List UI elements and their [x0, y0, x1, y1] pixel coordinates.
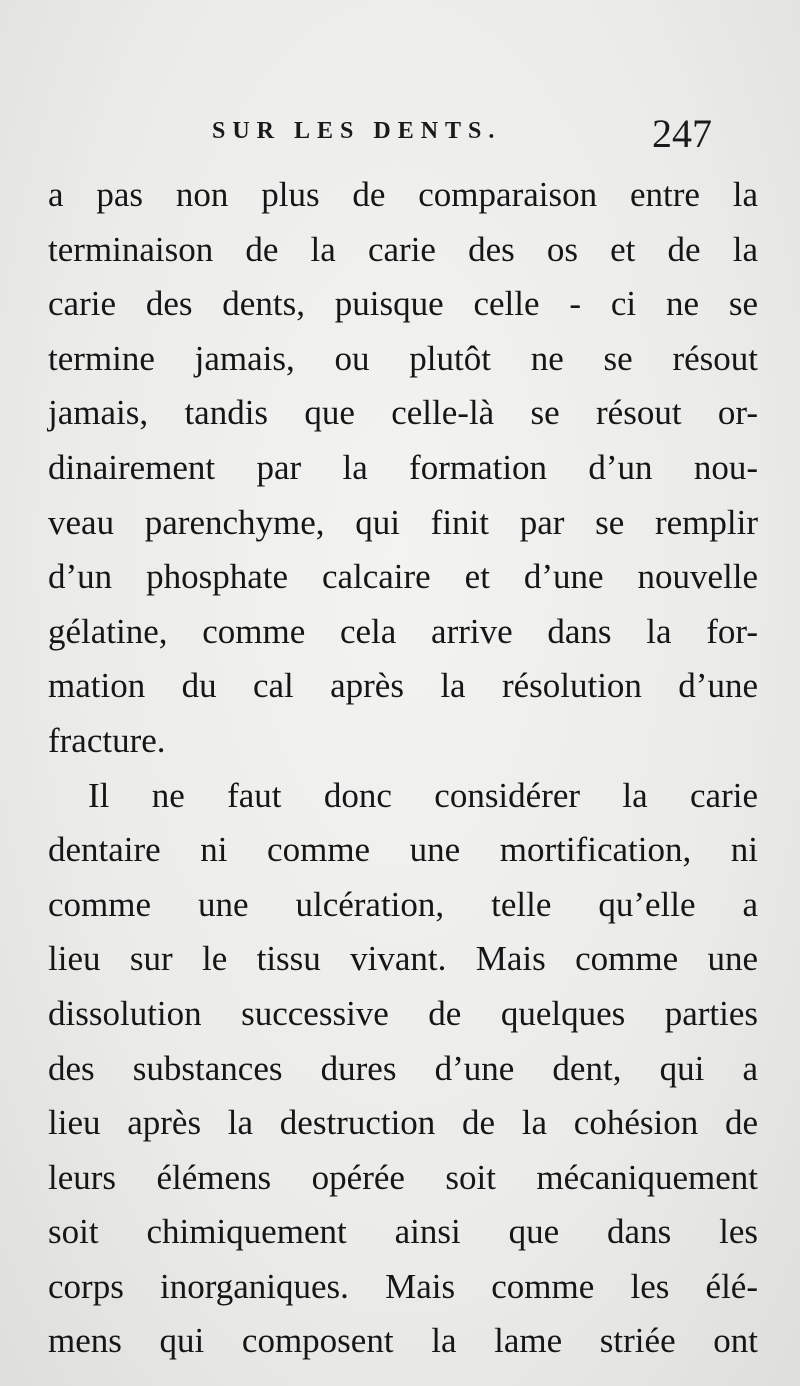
text-line: d’un phosphate calcaire et d’une nouvelle	[48, 557, 758, 597]
text-line: des substances dures d’une dent, qui a	[48, 1048, 758, 1088]
text-line: dentaire ni comme une mortification, ni	[48, 830, 758, 870]
text-line: dinairement par la formation d’un nou-	[48, 447, 758, 487]
paragraph-2	[48, 769, 758, 1370]
text-line: Il ne faut donc considérer la carie	[88, 775, 758, 815]
text-line: comme une ulcération, telle qu’elle a	[48, 884, 758, 924]
text-line: veau parenchyme, qui finit par se remplir	[48, 502, 758, 542]
paragraph-1	[48, 168, 758, 769]
text-line: mation du cal après la résolution d’une	[48, 666, 758, 706]
text-line: fracture.	[48, 720, 166, 760]
text-line: a pas non plus de comparaison entre la	[48, 175, 758, 214]
text-line: termine jamais, ou plutôt ne se résout	[48, 338, 758, 378]
text-line: lieu sur le tissu vivant. Mais comme une	[48, 939, 758, 979]
text-line: soit chimiquement ainsi que dans les	[48, 1212, 758, 1252]
page-number: 247	[652, 111, 712, 156]
text-line: terminaison de la carie des os et de la	[48, 229, 758, 269]
text-line: carie des dents, puisque celle - ci ne se	[48, 284, 758, 324]
running-head-title: SUR LES DENTS.	[212, 118, 502, 144]
text-line: mens qui composent la lame striée ont	[48, 1321, 758, 1361]
text-line: leurs élémens opérée soit mécaniquement	[48, 1157, 758, 1197]
running-head	[0, 111, 800, 156]
text-line: corps inorganiques. Mais comme les élé-	[48, 1266, 758, 1306]
text-line: jamais, tandis que celle-là se résout or-	[48, 393, 758, 433]
text-line: gélatine, comme cela arrive dans la for-	[48, 611, 758, 651]
body-text	[48, 168, 758, 1369]
text-line: lieu après la destruction de la cohésion de	[48, 1103, 758, 1143]
text-line: dissolution successive de quelques parties	[48, 993, 758, 1033]
